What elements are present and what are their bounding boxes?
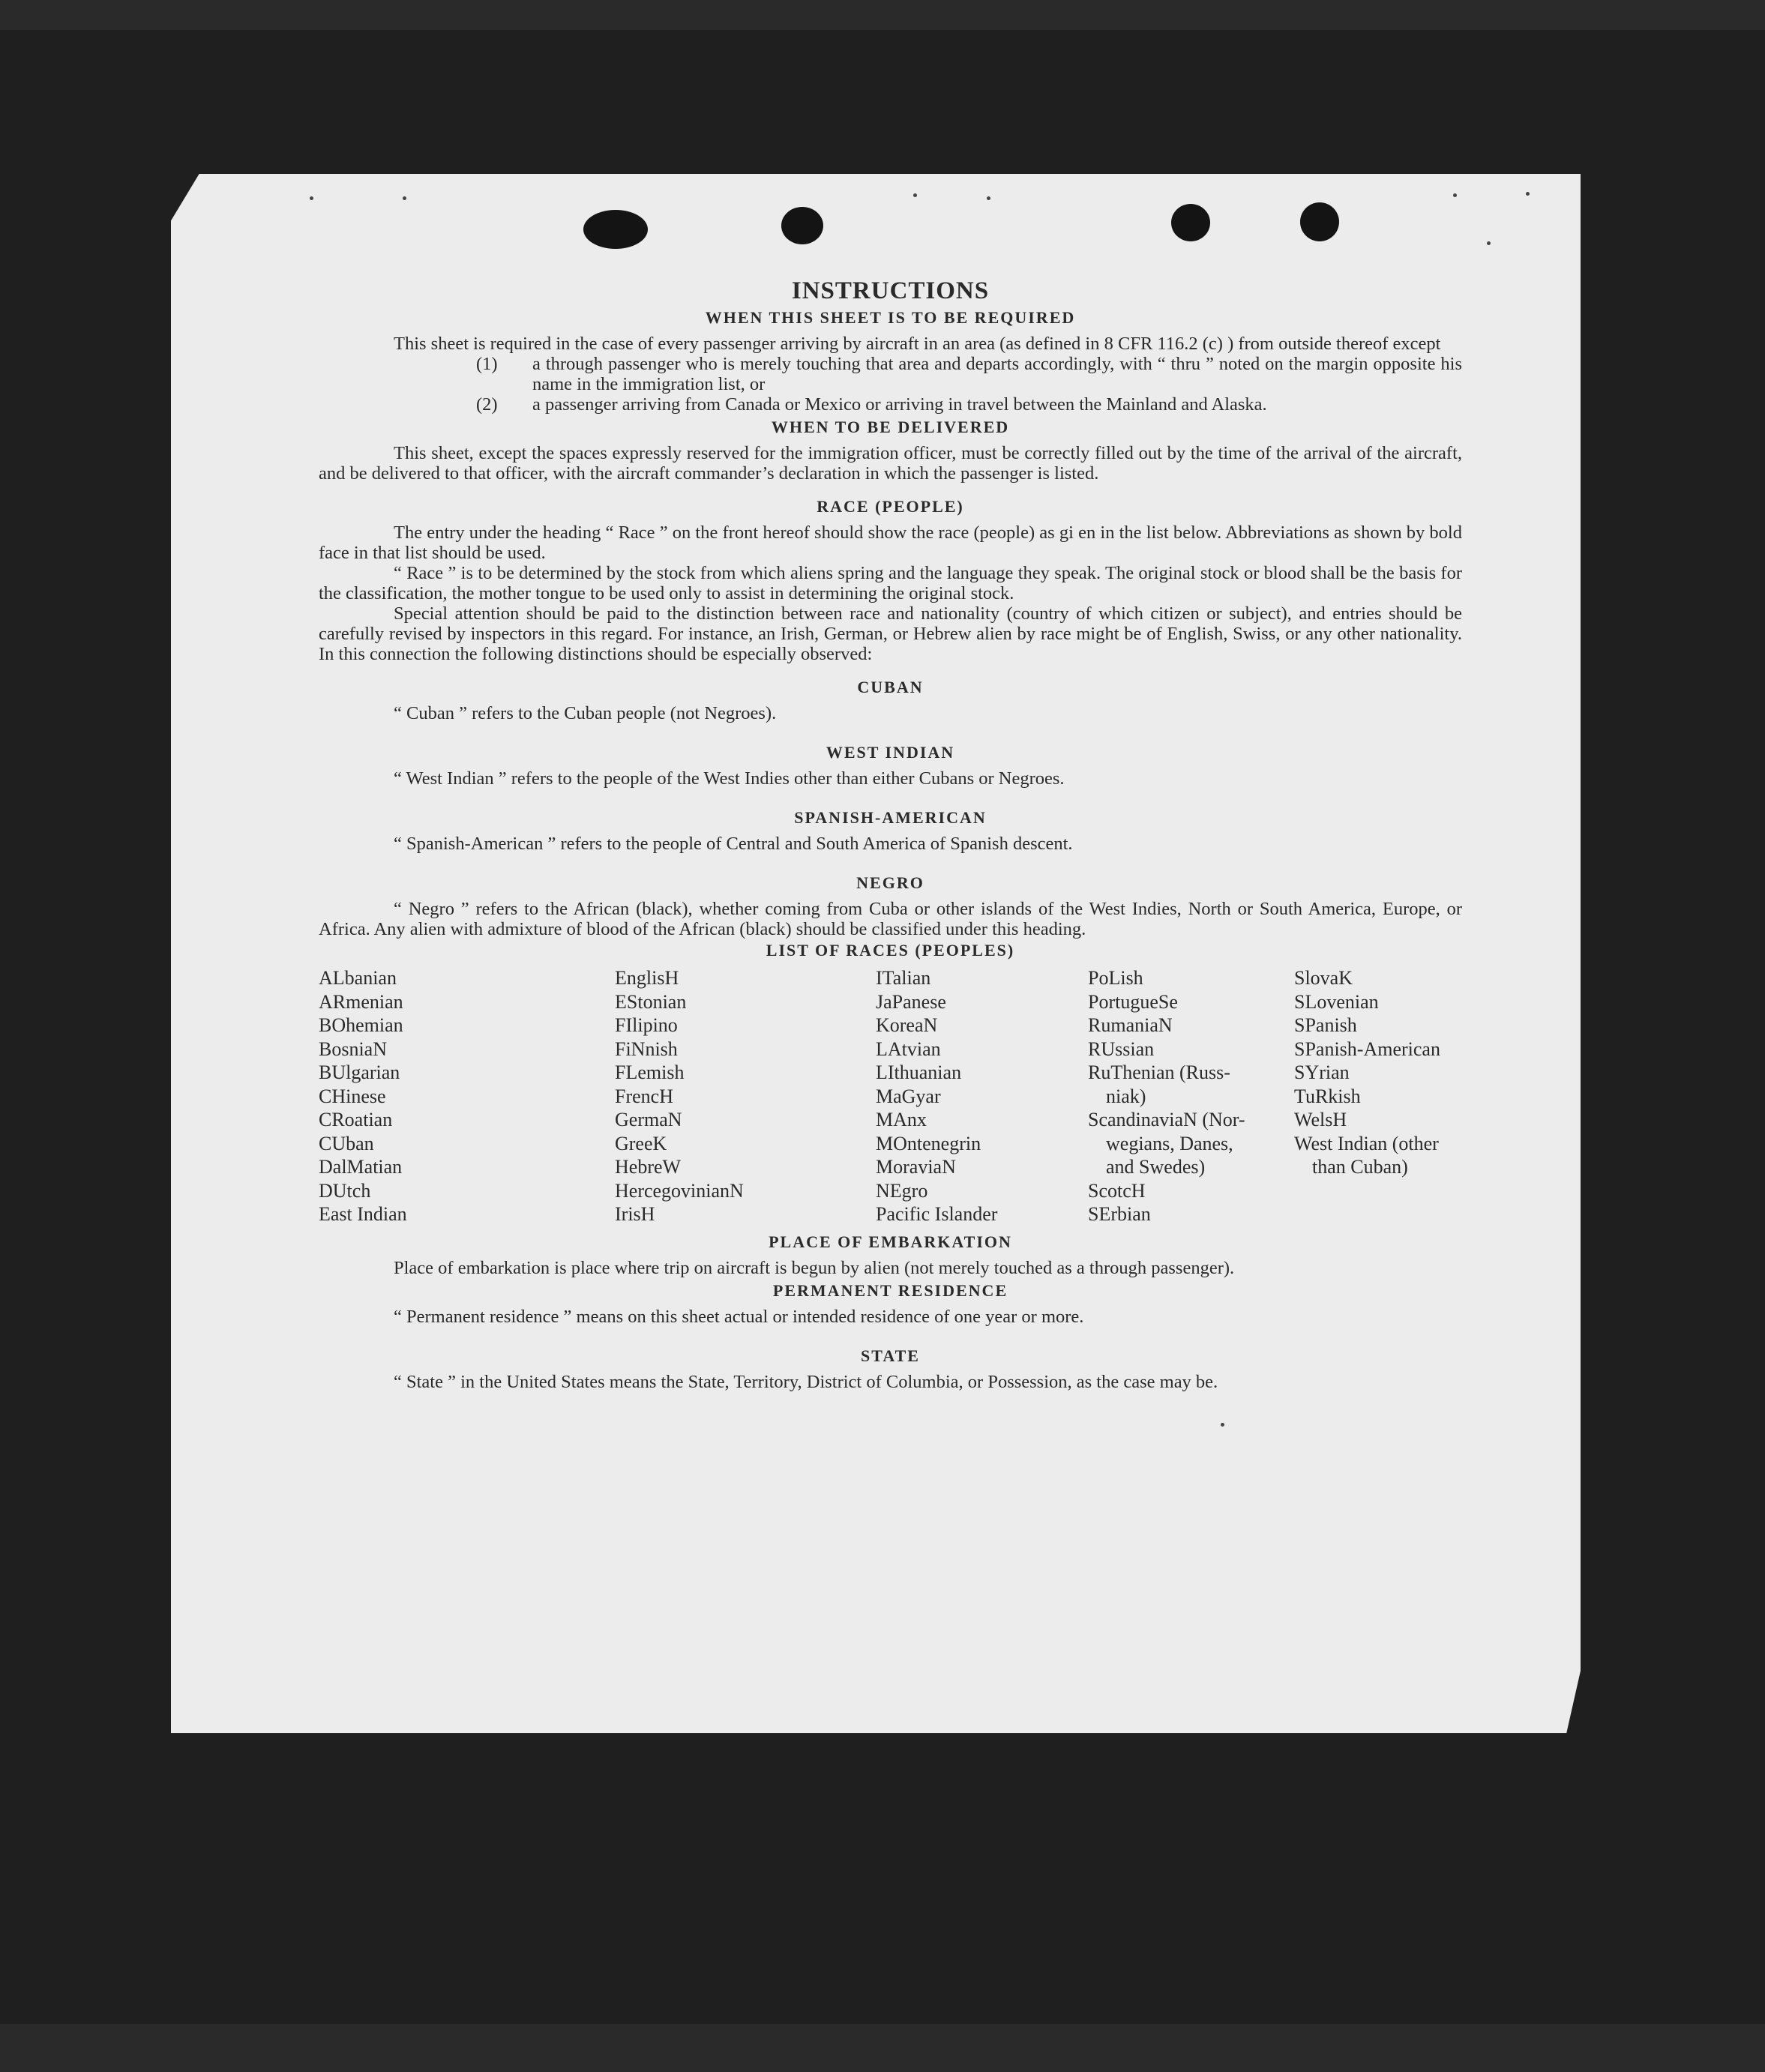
- list-item: [476, 354, 1462, 394]
- punch-hole: [1171, 204, 1210, 241]
- embarkation-definition: Place of embarkation is place where trip on aircraft is begun by alien (not merely touched as a through passenger).: [394, 1257, 1235, 1278]
- heading-negro: NEGRO: [856, 873, 924, 892]
- race-entry: DUtch: [319, 1179, 371, 1202]
- delivered-text: This sheet, except the spaces expressly reserved for the immigration officer, must be correctly filled out by the time of the arrival of the aircraft, and be delivered to that officer, with the aircraft commander’s declaration in which the passenger is listed.: [319, 443, 1462, 484]
- race-entry: RUssian: [1088, 1037, 1155, 1060]
- race-entry: EStonian: [615, 990, 687, 1013]
- race-paragraph: “ Race ” is to be determined by the stock from which aliens spring and the language they speak. The original stock or blood shall be the basis for the classification, the mother tongue to be used only to assist in determining the original stock.: [319, 563, 1462, 603]
- race-entry: GermaN: [615, 1109, 682, 1130]
- race-entry: MoraviaN: [876, 1156, 956, 1178]
- item-text: a through passenger who is merely touching that area and departs accordingly, with “ thru ” noted on the margin opposite his name in the immigration list, or: [532, 354, 1462, 394]
- punch-hole: [583, 210, 648, 249]
- race-entry: FiNnish: [615, 1037, 678, 1060]
- west-indian-definition: “ West Indian ” refers to the people of the West Indies other than either Cubans or Negroes.: [394, 768, 1065, 789]
- race-entry: Pacific Islander: [876, 1203, 998, 1225]
- race-entry: CUban: [319, 1132, 374, 1154]
- race-entry: BOhemian: [319, 1014, 403, 1036]
- race-entry: SLovenian: [1294, 990, 1379, 1013]
- race-entry: wegians, Danes,: [1106, 1132, 1233, 1154]
- race-entry: IrisH: [615, 1203, 655, 1225]
- race-entry: FrencH: [615, 1085, 673, 1107]
- race-entry: East Indian: [319, 1203, 407, 1225]
- race-entry: SPanish-American: [1294, 1037, 1440, 1060]
- race-entry: ScotcH: [1088, 1179, 1146, 1202]
- race-paragraph: The entry under the heading “ Race ” on the front hereof should show the race (people) as gi en in the list below. Abbreviations as shown by bold face in that list should be used.: [319, 522, 1462, 563]
- race-entry: ScandinaviaN (Nor-: [1088, 1109, 1245, 1130]
- races-column: [1294, 966, 1462, 1226]
- punch-hole: [1300, 202, 1339, 241]
- heading-west-indian: WEST INDIAN: [826, 743, 955, 762]
- heading-state: STATE: [861, 1346, 920, 1365]
- residence-definition: “ Permanent residence ” means on this sheet actual or intended residence of one year or more.: [394, 1306, 1084, 1327]
- item-number: (2): [476, 394, 498, 415]
- scan-border-bottom: [0, 2024, 1765, 2072]
- heading-embarkation: PLACE OF EMBARKATION: [769, 1232, 1012, 1251]
- speck: [1453, 193, 1457, 197]
- race-entry: ALbanian: [319, 967, 397, 989]
- cuban-definition: “ Cuban ” refers to the Cuban people (not Negroes).: [394, 703, 777, 723]
- race-entry: SYrian: [1294, 1061, 1350, 1083]
- heading-race: RACE (PEOPLE): [817, 497, 964, 516]
- race-entry: than Cuban): [1312, 1156, 1408, 1178]
- race-entry: KoreaN: [876, 1014, 938, 1036]
- races-column: [615, 966, 876, 1226]
- item-text: a passenger arriving from Canada or Mexico or arriving in travel between the Mainland and Alaska.: [532, 394, 1267, 415]
- race-entry: GreeK: [615, 1132, 667, 1154]
- speck: [1487, 241, 1491, 245]
- race-entry: niak): [1106, 1085, 1146, 1107]
- race-entry: PoLish: [1088, 967, 1143, 989]
- speck: [403, 196, 406, 200]
- race-entry: WelsH: [1294, 1109, 1347, 1130]
- punch-hole: [781, 207, 823, 244]
- race-entry: CHinese: [319, 1085, 386, 1107]
- speck: [913, 193, 917, 197]
- speck: [1221, 1423, 1224, 1427]
- race-entry: RumaniaN: [1088, 1014, 1173, 1036]
- race-entry: BUlgarian: [319, 1061, 400, 1083]
- heading-spanish-american: SPANISH-AMERICAN: [794, 808, 987, 827]
- race-entry: EnglisH: [615, 967, 679, 989]
- race-entry: BosniaN: [319, 1037, 387, 1060]
- race-entry: SPanish: [1294, 1014, 1357, 1036]
- races-column: [876, 966, 1088, 1226]
- page-title: INSTRUCTIONS: [791, 277, 990, 304]
- race-entry: LIthuanian: [876, 1061, 962, 1083]
- speck: [310, 196, 313, 200]
- race-entry: FLemish: [615, 1061, 685, 1083]
- item-number: (1): [476, 354, 498, 374]
- race-entry: MOntenegrin: [876, 1132, 981, 1154]
- race-entry: FIlipino: [615, 1014, 678, 1036]
- race-entry: HebreW: [615, 1156, 682, 1178]
- heading-cuban: CUBAN: [857, 678, 924, 696]
- heading-delivered: WHEN TO BE DELIVERED: [771, 418, 1010, 436]
- race-entry: and Swedes): [1106, 1156, 1206, 1178]
- race-entry: DalMatian: [319, 1156, 403, 1178]
- race-entry: MaGyar: [876, 1085, 941, 1107]
- heading-residence: PERMANENT RESIDENCE: [772, 1280, 1008, 1300]
- race-entry: PortugueSe: [1088, 990, 1178, 1013]
- race-paragraph: Special attention should be paid to the distinction between race and nationality (country of which citizen or subject), and entries should be carefully revised by inspectors in this regard. For instance, an Irish, German, or Hebrew alien by race might be of English, Swiss, or any other nationality. In this connection the following distinctions should be especially observed:: [319, 603, 1462, 664]
- race-entry: ARmenian: [319, 990, 403, 1013]
- heading-required: WHEN THIS SHEET IS TO BE REQUIRED: [705, 308, 1076, 327]
- races-list: [319, 966, 1462, 1226]
- heading-list-of-races: LIST OF RACES (PEOPLES): [766, 941, 1015, 960]
- race-entry: HercegovinianN: [615, 1179, 744, 1202]
- races-column: [1088, 966, 1294, 1226]
- race-entry: JaPanese: [876, 990, 946, 1013]
- race-entry: NEgro: [876, 1179, 928, 1202]
- state-definition: “ State ” in the United States means the State, Territory, District of Columbia, or Possession, as the case may be.: [394, 1371, 1218, 1392]
- spanish-american-definition: “ Spanish-American ” refers to the people of Central and South America of Spanish descent.: [394, 834, 1073, 854]
- race-entry: SlovaK: [1294, 967, 1353, 989]
- speck: [1526, 192, 1530, 196]
- speck: [987, 196, 990, 200]
- race-entry: TuRkish: [1294, 1085, 1361, 1107]
- negro-definition: “ Negro ” refers to the African (black), whether coming from Cuba or other islands of the West Indies, North or South America, Europe, or Africa. Any alien with admixture of blood of the African (black) should be classified under this heading.: [319, 899, 1462, 939]
- races-column: [319, 966, 615, 1226]
- race-entry: ITalian: [876, 967, 931, 989]
- race-entry: West Indian (other: [1294, 1132, 1439, 1154]
- required-intro: This sheet is required in the case of every passenger arriving by aircraft in an area (as defined in 8 CFR 116.2 (c) ) from outside thereof except: [394, 334, 1441, 354]
- race-entry: CRoatian: [319, 1109, 393, 1130]
- race-entry: LAtvian: [876, 1037, 941, 1060]
- race-entry: RuThenian (Russ-: [1088, 1061, 1230, 1083]
- instructions-body: [319, 277, 1462, 1392]
- race-entry: MAnx: [876, 1109, 927, 1130]
- race-entry: SErbian: [1088, 1203, 1151, 1225]
- scan-border-top: [0, 0, 1765, 30]
- list-item: [476, 394, 1462, 415]
